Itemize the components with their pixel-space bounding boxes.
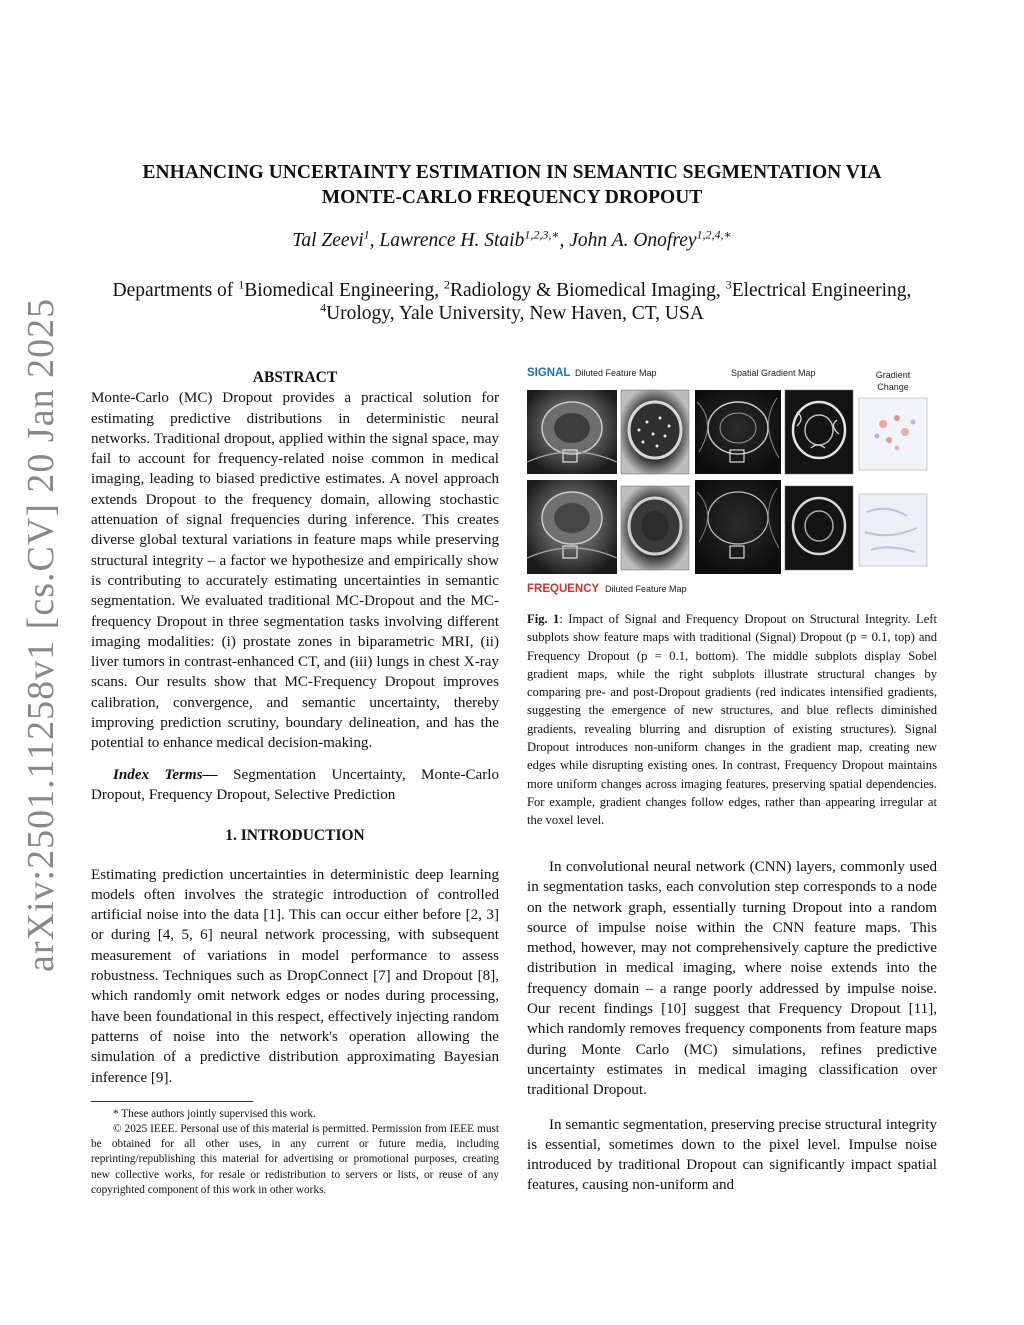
figure-1-graphic <box>527 362 937 600</box>
index-terms-label: Index Terms— <box>113 766 218 783</box>
author-list <box>80 227 944 252</box>
signal-label: SIGNAL <box>527 367 571 379</box>
author-name: John A. Onofrey <box>569 230 697 251</box>
index-terms <box>91 765 499 806</box>
left-column <box>91 368 499 1198</box>
gradient-change-label-2: Change <box>877 382 909 392</box>
affiliations <box>80 279 944 325</box>
right-column <box>527 857 937 1196</box>
frequency-gradient-zoom <box>785 486 853 570</box>
affiliation-item: Electrical Engineering, <box>731 280 912 301</box>
affiliation-sup: 4 <box>320 300 327 315</box>
affiliation-sup: 1 <box>238 277 245 292</box>
footnote-divider <box>91 1101 253 1102</box>
footnotes <box>91 1107 499 1198</box>
author-sep: , <box>369 230 380 251</box>
signal-feature-zoom <box>621 390 689 474</box>
author-sep: , <box>559 230 570 251</box>
affiliation-item: Urology, Yale University, New Haven, CT, USA <box>326 303 704 324</box>
author-affil-sup: 1 <box>363 227 370 242</box>
figure-caption <box>527 610 937 830</box>
index-terms-text: Segmentation Uncertainty, Monte-Carlo Dropout, Frequency Dropout, Selective Prediction <box>91 766 500 803</box>
intro-paragraph-3: In semantic segmentation, preserving precise structural integrity is essential, sometimes down to the pixel level. Impulse noise introduced by traditional Dropout can significantly impact spatial features, causing non-uniform and <box>527 1116 937 1194</box>
footnote-joint-supervision: * These authors jointly supervised this work. <box>113 1107 316 1120</box>
footnote-copyright: © 2025 IEEE. Personal use of this material is permitted. Permission from IEEE must be obtained for all other uses, in any current or future media, including reprinting/republishing this material for advertising or promotional purposes, creating new collective works, for resale or redistribution to servers or lists, or reuse of any copyrighted component of this work in other works. <box>91 1123 499 1196</box>
intro-heading: 1. INTRODUCTION <box>225 827 365 845</box>
frequency-gradient-change <box>859 494 927 566</box>
frequency-gradient-map <box>695 480 781 574</box>
frequency-feature-zoom <box>621 486 689 570</box>
affiliation-sup: 3 <box>725 277 732 292</box>
figure-caption-text: : Impact of Signal and Frequency Dropout on Structural Integrity. Left subplots show feature maps with traditional (Signal) Dropout (p = 0.1, top) and Frequency Dropout (p = 0.1, bottom). The middle subplots display Sobel gradient maps, while the right subplots illustrate structural changes by comparing pre- and post-Dropout gradients (red indicates intensified gradients, suggesting the emergence of new structures, and blue reflects diminished gradients, revealing blurring and disruption of existing structures). Signal Dropout introduces non-uniform changes in the gradient map, creating new edges while disrupting existing ones. In contrast, Frequency Dropout maintains more uniform changes across imaging features, preserving spatial dependencies. For example, gradient changes follow edges, rather than appearing irregular at the voxel level. <box>527 612 937 828</box>
intro-paragraph-1: Estimating prediction uncertainties in deterministic deep learning models often involves the strategic introduction of controlled artificial noise into the data [1]. This can occur either before [2, 3] or during [4, 5, 6] neural network processing, with subsequent measurement of variations in model performance to assess robustness. Techniques such as DropConnect [7] and Dropout [8], which randomly omit network edges or nodes during processing, have been foundational in this respect, effectively injecting random patterns of noise into the network's operation allowing the simulation of a predictive distribution approximating Bayesian inference [9]. <box>91 866 499 1086</box>
figure-caption-label: Fig. 1 <box>527 612 560 626</box>
paper-title <box>80 160 944 210</box>
signal-feature-map <box>527 390 617 474</box>
title-line-1: ENHANCING UNCERTAINTY ESTIMATION IN SEMANTIC SEGMENTATION VIA <box>142 162 882 183</box>
intro-paragraph-2: In convolutional neural network (CNN) layers, commonly used in segmentation tasks, each convolution step corresponds to a node on the network graph, essentially turning Dropout into a random source of impulse noise within the CNN feature maps. This method, however, may not comprehensively capture the predictive distribution in medical imaging, where noise extends into the frequency domain – a range poorly addressed by impulse noise. Our recent findings [10] suggest that Frequency Dropout [11], which randomly removes frequency components from feature maps during Monte Carlo (MC) simulations, refines predictive uncertainty estimates in medical imaging classification over traditional Dropout. <box>527 859 937 1099</box>
arxiv-identifier: arXiv:2501.11258v1 [cs.CV] 20 Jan 2025 <box>20 297 62 972</box>
abstract-heading: ABSTRACT <box>252 369 338 386</box>
figure-1 <box>527 362 937 600</box>
author-name: Tal Zeevi <box>292 230 364 251</box>
frequency-label: FREQUENCY <box>527 583 600 595</box>
frequency-subtitle: Diluted Feature Map <box>605 584 687 594</box>
signal-gradient-zoom <box>785 390 853 474</box>
title-line-2: MONTE-CARLO FREQUENCY DROPOUT <box>321 187 703 208</box>
signal-subtitle: Diluted Feature Map <box>575 368 657 378</box>
signal-gradient-map <box>695 390 781 474</box>
affiliation-line-2 <box>80 302 944 325</box>
affiliation-sup: 2 <box>444 277 451 292</box>
abstract-text: Monte-Carlo (MC) Dropout provides a practical solution for estimating predictive distributions in deterministic neural networks. Traditional dropout, applied within the signal space, may fail to account for frequency-related noise common in medical imaging, leading to biased predictive estimates. A novel approach extends Dropout to the frequency domain, allowing stochastic attenuation of signal frequencies during inference. This creates diverse global textural variations in feature maps while preserving structural integrity – a factor we hypothesize and empirically show is contributing to accurately estimating uncertainties in semantic segmentation. We evaluated traditional MC-Dropout and the MC-frequency Dropout in three segmentation tasks involving different imaging modalities: (i) prostate zones in biparametric MRI, (ii) liver tumors in contrast-enhanced CT, and (iii) lungs in chest X-ray scans. Our results show that MC-Frequency Dropout improves calibration, convergence, and semantic uncertainty, thereby improving prediction scrutiny, boundary delineation, and has the potential to enhance medical decision-making. <box>91 390 499 752</box>
affiliation-item: Biomedical Engineering, <box>244 280 445 301</box>
author-affil-sup: 1,2,4,∗ <box>696 227 732 242</box>
affiliation-item: Radiology & Biomedical Imaging, <box>450 280 726 301</box>
author-affil-sup: 1,2,3,∗ <box>524 227 560 242</box>
frequency-feature-map <box>527 480 617 574</box>
affiliation-prefix: Departments of <box>112 280 239 301</box>
gradient-map-label: Spatial Gradient Map <box>731 368 816 378</box>
gradient-change-label-1: Gradient <box>875 370 911 380</box>
signal-gradient-change <box>859 398 927 470</box>
affiliation-line-1 <box>80 279 944 302</box>
author-name: Lawrence H. Staib <box>379 230 525 251</box>
